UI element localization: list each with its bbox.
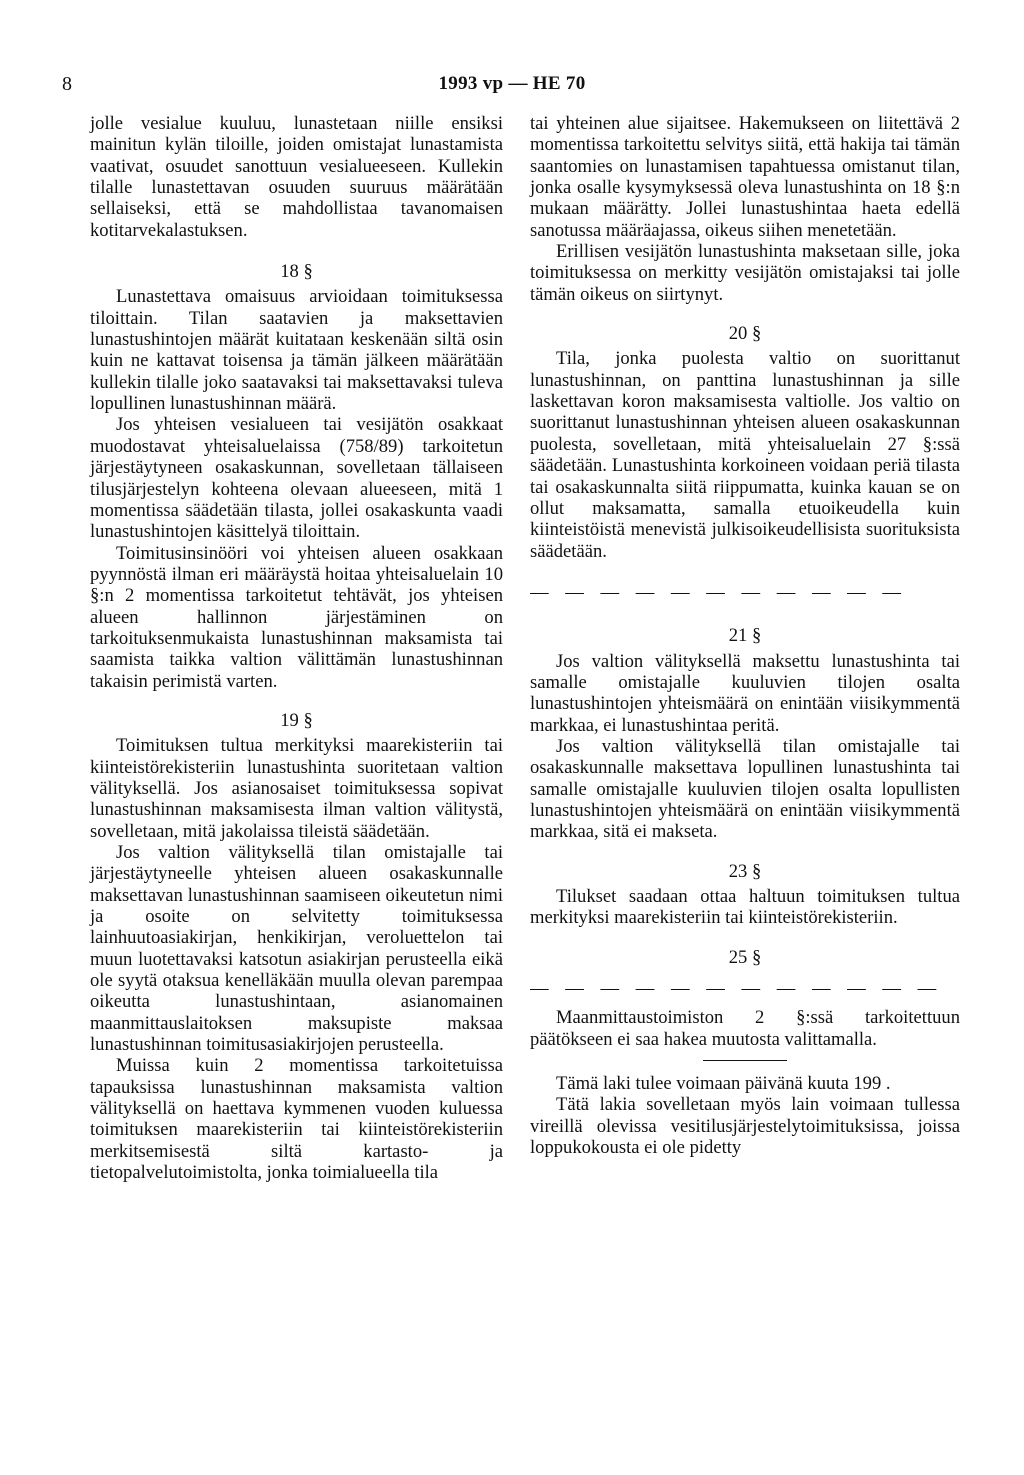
section-heading-20: 20 § xyxy=(728,323,762,345)
paragraph: Jos yhteisen vesialueen tai vesijätön osakkaat muodostavat yhteisaluelaissa (758/89) tarkoitetun järjestäytyneen osakaskunnan, sovelletaan tällaiseen tilusjärjestelyn kohteena olevaan alueeseen, mitä 1 momentissa säädetään tilasta, jollei osakaskunta vaadi lunastushintojen käsittelyä tiloittain. xyxy=(90,414,503,543)
paragraph: Jos valtion välityksellä tilan omistajalle tai osakaskunnalle maksettava lopullinen lunastushinta tai samalle omistajalle kuuluvien tilojen osalta lopullisten lunastushintojen yhteismäärä on enintään viisikymmentä markkaa, sitä ei makseta. xyxy=(530,735,960,843)
right-column xyxy=(530,113,960,1158)
paragraph: Tila, jonka puolesta valtio on suorittanut lunastushinnan, on panttina lunastushinnan ja sille laskettavan koron maksamisesta valtiolle. Jos valtio on suorittanut lunastushinnan yhteisen alueen osakaskunnan puolesta, sovelletaan, mitä yhteisaluelain 27 §:ssä säädetään. Lunastushinta korkoineen voidaan periä tilasta tai osakaskunnalta siitä riippumatta, kuinka kauan se on ollut maksamatta, samalla etuoikeudella kuin kiinteistöistä menevistä julkisoikeudellisista suorituksista säädetään. xyxy=(530,348,960,562)
section-heading-23: 23 § xyxy=(728,860,762,882)
paragraph: Tämä laki tulee voimaan päivänä kuuta 199 . xyxy=(556,1073,891,1095)
page-header xyxy=(0,73,1024,103)
page-number: 8 xyxy=(62,73,72,95)
paragraph: Toimituksen tultua merkityksi maarekisteriin tai kiinteistörekisteriin lunastushinta suoritetaan valtion välityksellä. Jos asianosaiset toimituksessa sopivat lunastushinnan maksamisesta ilman valtion välitystä, sovelletaan, mitä jakolaissa tileistä säädetään. xyxy=(90,735,503,842)
section-heading-19: 19 § xyxy=(280,709,313,731)
paragraph: Tätä lakia sovelletaan myös lain voimaan tullessa vireillä olevissa vesitilusjärjestelytoimituksissa, joissa loppukokousta ei ole pidetty xyxy=(530,1094,960,1159)
paragraph: Muissa kuin 2 momentissa tarkoitetuissa tapauksissa lunastushinnan maksamista valtion välityksellä on haettava kymmenen vuoden kuluessa toimituksen maarekisteriin tai kiinteistörekisteriin merkitsemisestä siltä kartasto- ja tietopalvelutoimistolta, jonka toimialueella tila xyxy=(90,1055,503,1184)
paragraph: Lunastettava omaisuus arvioidaan toimituksessa tiloittain. Tilan saatavien ja maksettavien lunastushintojen määrät kuitataan keskenään siltä osin kuin ne kattavat toisensa ja tämän jälkeen määrätään kullekin tilalle joko saatavaksi tai maksettavaksi tuleva lopullinen lunastushinnan määrä. xyxy=(90,286,503,415)
left-column xyxy=(90,113,503,1184)
paragraph: Tilukset saadaan ottaa haltuun toimituksen tultua merkityksi maarekisteriin tai kiinteistörekisteriin. xyxy=(530,886,960,929)
section-heading-18: 18 § xyxy=(280,261,313,283)
paragraph: jolle vesialue kuuluu, lunastetaan niille ensiksi mainitun kylän tiloille, joiden omistajat lunastamista vaativat, osuudet sanottuun vesialueeseen. Kullekin tilalle lunastettavan osuuden suuruus määrätään sellaiseksi, että se mahdollistaa tavanomaisen kotitarvekalastuksen. xyxy=(90,113,503,241)
paragraph: Toimitusinsinööri voi yhteisen alueen osakkaan pyynnöstä ilman eri määräystä hoitaa yhteisaluelain 10 §:n 2 momentissa tarkoitetut tehtävät, jos yhteisen alueen hallinnon järjestäminen on tarkoituksenmukaista lunastushinnan maksamista tai saamista taikka valtion välittämän lunastushinnan takaisin perimistä varten. xyxy=(90,542,503,692)
paragraph: tai yhteinen alue sijaitsee. Hakemukseen on liitettävä 2 momentissa tarkoitettu selvitys siitä, että hakija tai tämän saantomies on lunastamisen tapahtuessa omistanut tilan, jonka osalle kysymyksessä oleva lunastushinta on 18 §:n mukaan määrätty. Jollei lunastushintaa haeta edellä sanotussa määräajassa, oikeus siihen menetetään. xyxy=(530,113,960,241)
paragraph: Erillisen vesijätön lunastushinta maksetaan sille, joka toimituksessa on merkitty vesijätön omistajaksi tai jolle tämän oikeus on siirtynyt. xyxy=(530,241,960,305)
paragraph: Jos valtion välityksellä maksettu lunastushinta tai samalle omistajalle kuuluvien tilojen osalta lunastushintojen yhteismäärä on enintään viisikymmentä markkaa, ei lunastushintaa peritä. xyxy=(530,650,960,736)
divider-rule xyxy=(703,1060,787,1061)
omission-dashes: — — — — — — — — — — — xyxy=(530,581,908,603)
section-heading-25: 25 § xyxy=(728,946,762,968)
paragraph: Jos valtion välityksellä tilan omistajalle tai järjestäytyneelle yhteisen alueen osakaskunnalle maksettavan lunastushinnan saamiseen oikeutetun nimi ja osoite on selvitetty toimituksessa lainhuutoasiakirjan, henkikirjan, veroluettelon tai muun luotettavaksi katsotun asiakirjan perusteella eikä ole syytä otaksua kenelläkään muulla olevan parempaa oikeutta lunastushintaan, asianomainen maanmittauslaitoksen maksupiste maksaa lunastushinnan toimitusasiakirjojen perusteella. xyxy=(90,842,503,1056)
paragraph: Maanmittaustoimiston 2 §:ssä tarkoitettuun päätökseen ei saa hakea muutosta valittamalla. xyxy=(530,1007,960,1050)
section-heading-21: 21 § xyxy=(728,625,762,647)
omission-dashes-2: — — — — — — — — — — — — xyxy=(530,978,943,1000)
document-title: 1993 vp — HE 70 xyxy=(438,73,586,94)
